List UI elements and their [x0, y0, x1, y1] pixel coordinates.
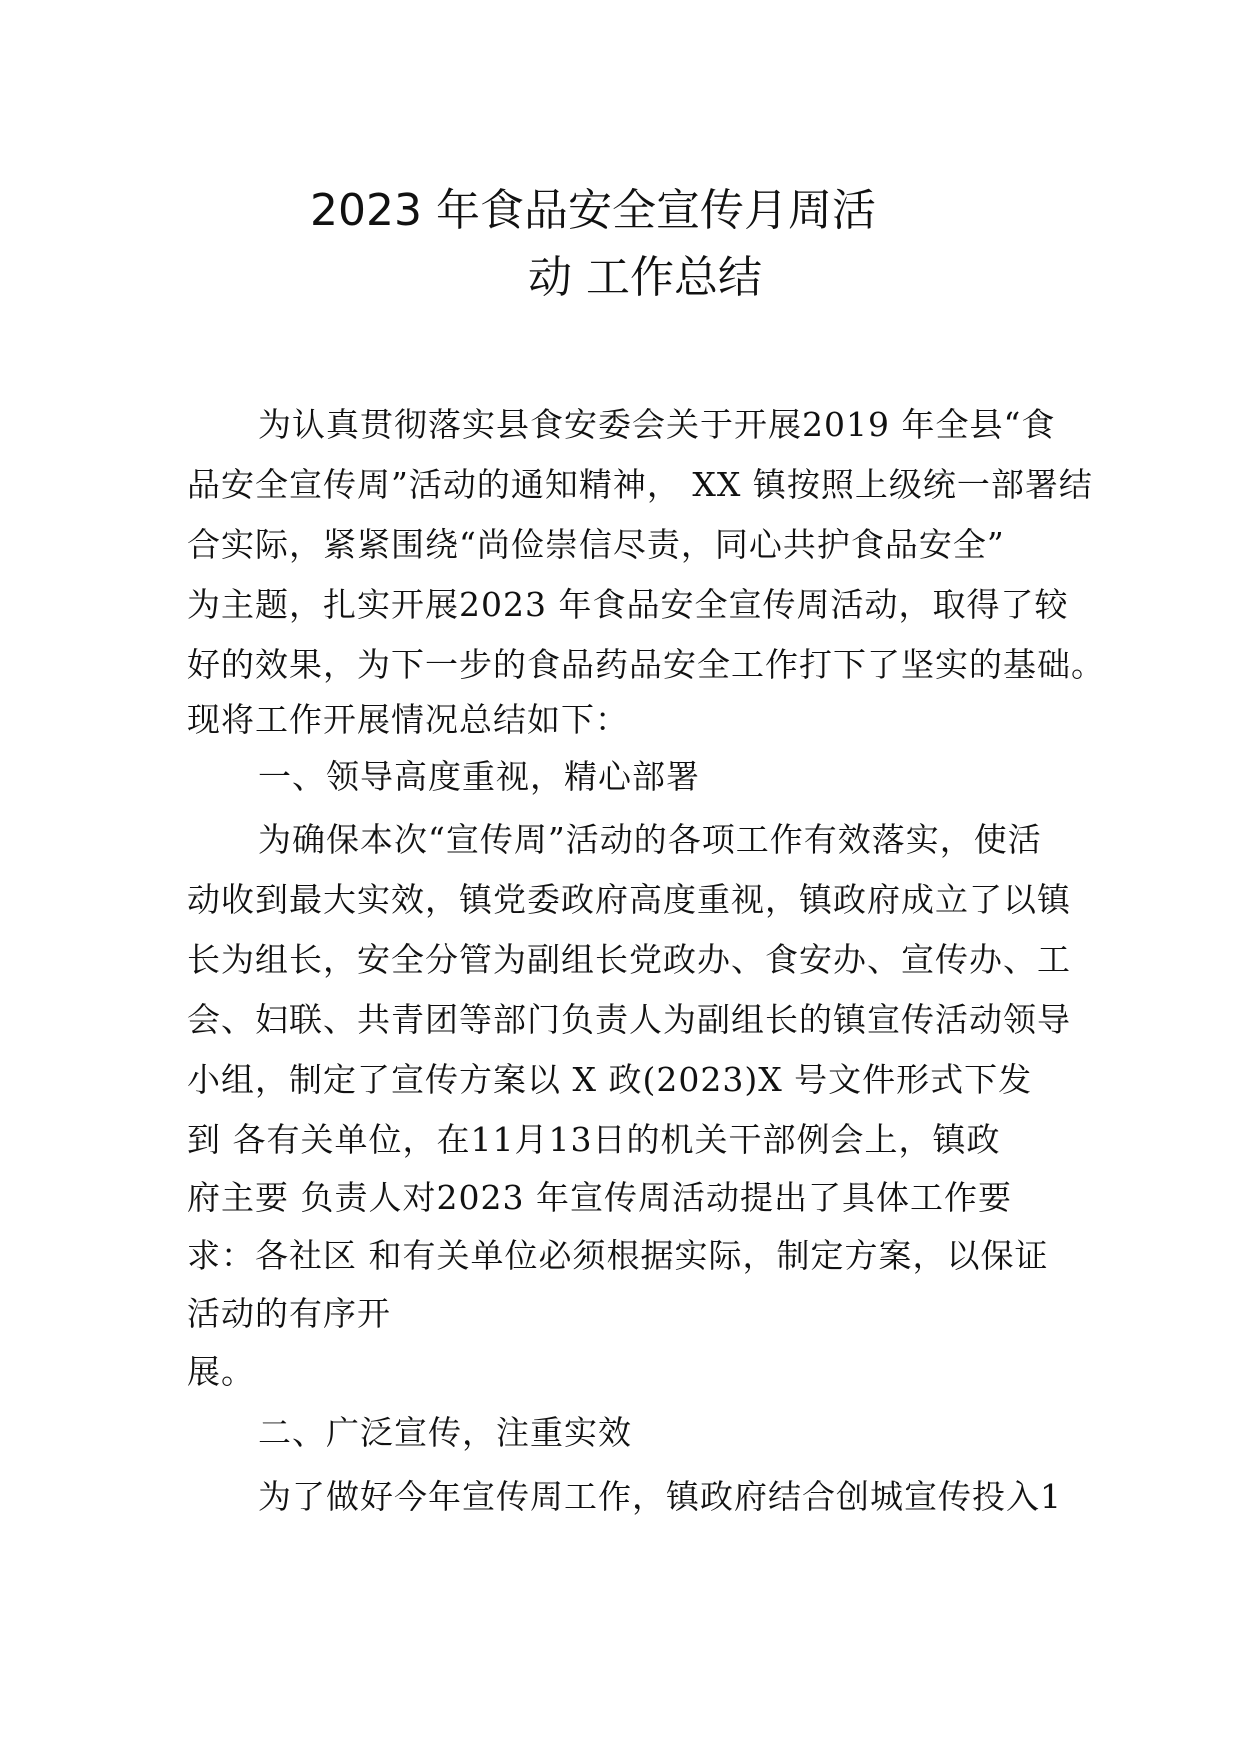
body-text-line: 为确保本次“宣传周”活动的各项工作有效落实，使活: [258, 820, 1042, 859]
body-text-line: 展。: [187, 1352, 255, 1391]
body-text-line: 品安全宣传周”活动的通知精神， XX 镇按照上级统一部署结: [187, 465, 1093, 504]
body-text-line: 长为组长，安全分管为副组长党政办、食安办、宣传办、工: [187, 940, 1071, 979]
body-text-line: 会、妇联、共青团等部门负责人为副组长的镇宣传活动领导: [187, 1000, 1071, 1039]
document-title-line-2: 动 工作总结: [528, 252, 762, 303]
body-text-line: 合实际，紧紧围绕“尚俭崇信尽责，同心共护食品安全”: [187, 525, 1005, 564]
body-text-line: 求：各社区 和有关单位必须根据实际，制定方案，以保证: [187, 1236, 1049, 1275]
body-text-line: 为认真贯彻落实县食安委会关于开展2019 年全县“食: [258, 405, 1056, 444]
body-text-line: 动收到最大实效，镇党委政府高度重视，镇政府成立了以镇: [187, 880, 1071, 919]
body-text-line: 现将工作开展情况总结如下：: [187, 700, 629, 739]
document-title-line-1: 2023 年食品安全宣传月周活: [310, 185, 876, 236]
body-text-line: 活动的有序开: [187, 1294, 391, 1333]
body-text-line: 为主题，扎实开展2023 年食品安全宣传周活动，取得了较: [187, 585, 1069, 624]
body-text-line: 到 各有关单位，在11月13日的机关干部例会上，镇政: [187, 1120, 1001, 1159]
section-heading: 二、广泛宣传，注重实效: [258, 1413, 632, 1452]
body-text-line: 府主要 负责人对2023 年宣传周活动提出了具体工作要: [187, 1178, 1012, 1217]
body-text-line: 小组，制定了宣传方案以 X 政(2023)X 号文件形式下发: [187, 1060, 1033, 1099]
body-text-line: 好的效果，为下一步的食品药品安全工作打下了坚实的基础。: [187, 645, 1105, 684]
body-text-line: 为了做好今年宣传周工作，镇政府结合创城宣传投入1: [258, 1477, 1062, 1516]
section-heading: 一、领导高度重视，精心部署: [258, 757, 700, 796]
